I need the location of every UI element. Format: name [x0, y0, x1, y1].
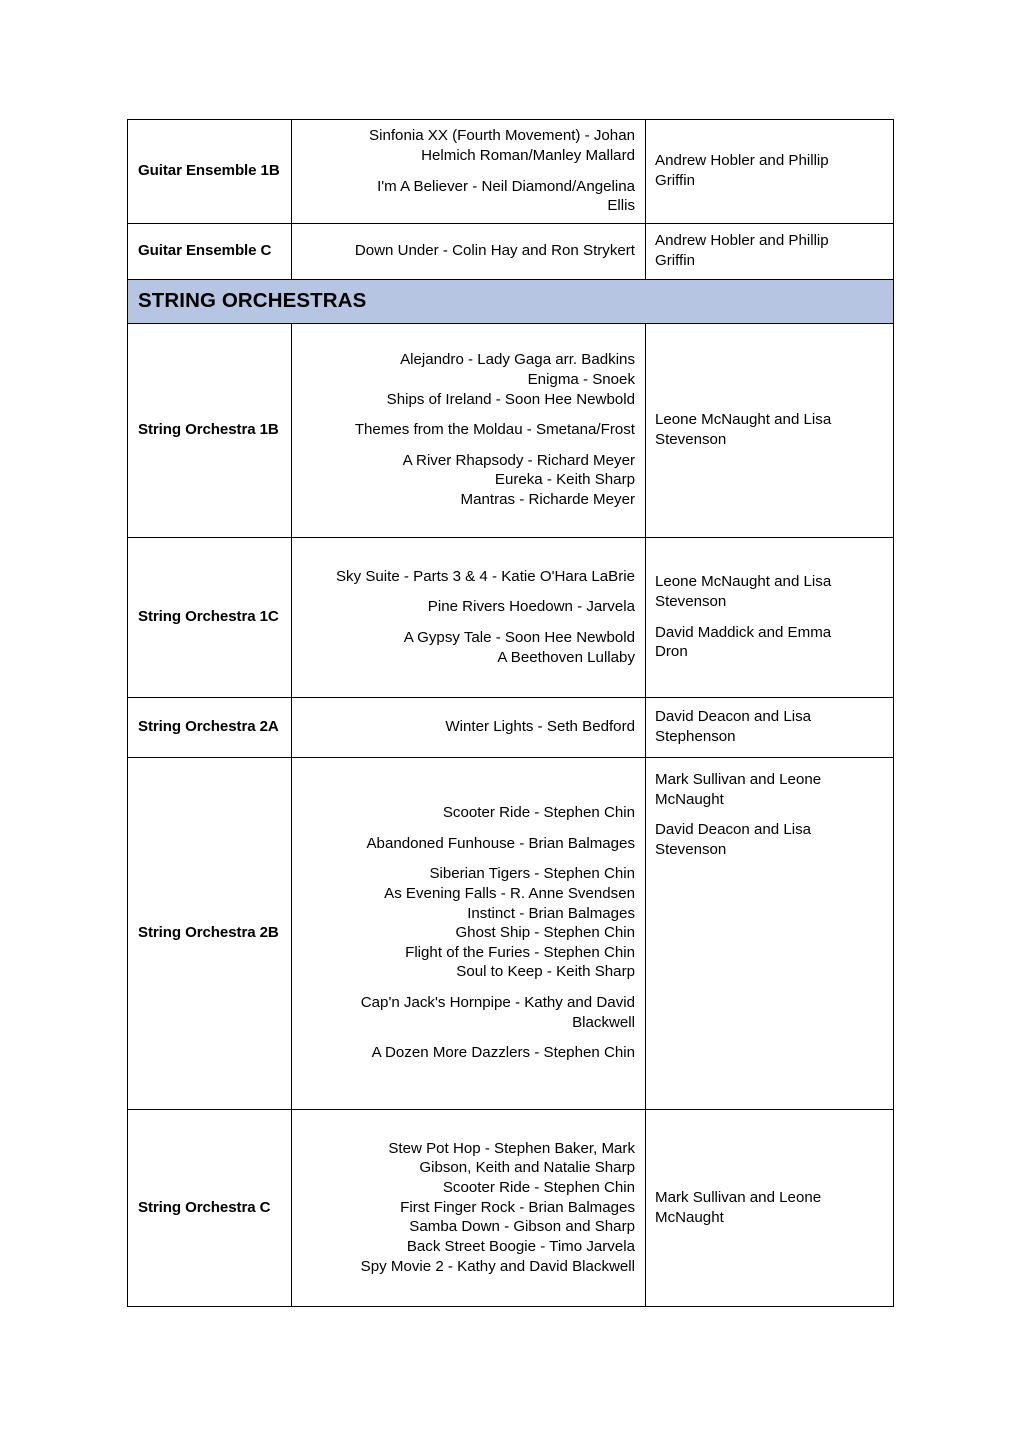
table-row	[128, 758, 894, 1110]
conductor-paragraph	[655, 770, 887, 809]
repertoire-paragraph	[300, 864, 635, 982]
ensemble-program-table	[127, 119, 894, 1307]
repertoire-line: Sinfonia XX (Fourth Movement) - Johan	[369, 127, 635, 145]
repertoire-line: A River Rhapsody - Richard Meyer	[402, 451, 635, 469]
conductors-cell	[646, 538, 894, 698]
conductor-paragraph	[655, 707, 887, 746]
conductor-line: Stevenson	[655, 431, 727, 448]
ensemble-name: Guitar Ensemble 1B	[138, 162, 280, 180]
conductor-paragraph	[655, 231, 887, 270]
ensemble-name-cell	[128, 224, 292, 280]
repertoire-line: Cap'n Jack's Hornpipe - Kathy and David	[360, 994, 635, 1012]
conductor-line: McNaught	[655, 1208, 724, 1226]
conductor-line: Stevenson	[655, 840, 727, 858]
conductors-cell	[646, 324, 894, 538]
conductor-line: Andrew Hobler and Phillip	[655, 232, 829, 250]
repertoire-line: Ships of Ireland - Soon Hee Newbold	[386, 390, 635, 408]
repertoire-line: A Beethoven Lullaby	[497, 648, 635, 666]
repertoire-paragraph	[300, 717, 635, 737]
repertoire-paragraph	[300, 420, 635, 440]
conductors-cell	[646, 758, 894, 1110]
conductor-line: Mark Sullivan and Leone	[655, 771, 822, 788]
repertoire-paragraph	[300, 451, 635, 510]
ensemble-name: String Orchestra C	[138, 1198, 271, 1216]
ensemble-name: String Orchestra 2A	[138, 718, 279, 736]
repertoire-line: Alejandro - Lady Gaga arr. Badkins	[400, 351, 635, 369]
repertoire-cell	[292, 698, 646, 758]
conductor-paragraph	[655, 410, 887, 449]
repertoire-paragraph	[300, 993, 635, 1032]
conductor-line: Leone McNaught and Lisa	[655, 573, 832, 591]
section-banner-row	[128, 280, 894, 324]
repertoire-paragraph	[300, 834, 635, 854]
ensemble-name: String Orchestra 1B	[138, 421, 279, 439]
table-row	[128, 538, 894, 698]
table-row	[128, 324, 894, 538]
conductor-line: McNaught	[655, 790, 724, 808]
repertoire-paragraph	[300, 350, 635, 409]
conductor-line: David Deacon and Lisa	[655, 708, 812, 726]
conductor-line: Leone McNaught and Lisa	[655, 411, 832, 429]
conductor-line: Griffin	[655, 172, 695, 189]
repertoire-line: A Dozen More Dazzlers - Stephen Chin	[371, 1044, 635, 1062]
repertoire-line: Down Under - Colin Hay and Ron Strykert	[354, 242, 635, 260]
repertoire-cell	[292, 758, 646, 1110]
repertoire-line: Themes from the Moldau - Smetana/Frost	[354, 421, 635, 439]
repertoire-cell	[292, 538, 646, 698]
ensemble-name-cell	[128, 120, 292, 224]
conductors-cell	[646, 120, 894, 224]
table-body	[128, 120, 894, 1307]
conductor-line: Stephenson	[655, 728, 736, 745]
ensemble-name-cell	[128, 758, 292, 1110]
repertoire-paragraph	[300, 803, 635, 823]
conductor-line: Dron	[655, 643, 688, 661]
repertoire-line: Blackwell	[572, 1013, 635, 1031]
repertoire-paragraph	[300, 567, 635, 587]
repertoire-line: Scooter Ride - Stephen Chin	[442, 1179, 635, 1197]
repertoire-cell	[292, 120, 646, 224]
repertoire-line: Samba Down - Gibson and Sharp	[409, 1218, 635, 1236]
repertoire-line: Winter Lights - Seth Bedford	[445, 718, 635, 736]
conductor-line: David Maddick and Emma	[655, 623, 832, 641]
repertoire-paragraph	[300, 241, 635, 261]
conductor-line: Griffin	[655, 252, 695, 269]
table-row	[128, 1110, 894, 1307]
repertoire-paragraph	[300, 1043, 635, 1063]
repertoire-line: Stew Pot Hop - Stephen Baker, Mark	[388, 1139, 635, 1157]
repertoire-line: Abandoned Funhouse - Brian Balmages	[366, 834, 635, 852]
repertoire-line: Instinct - Brian Balmages	[467, 904, 635, 922]
repertoire-line: Back Street Boogie - Timo Jarvela	[406, 1237, 635, 1255]
repertoire-line: Helmich Roman/Manley Mallard	[421, 146, 635, 164]
conductor-paragraph	[655, 151, 887, 190]
repertoire-cell	[292, 224, 646, 280]
conductors-cell	[646, 224, 894, 280]
ensemble-name: Guitar Ensemble C	[138, 242, 272, 260]
repertoire-line: Scooter Ride - Stephen Chin	[442, 804, 635, 822]
repertoire-line: Pine Rivers Hoedown - Jarvela	[427, 598, 635, 616]
conductors-cell	[646, 1110, 894, 1307]
conductor-paragraph	[655, 820, 887, 859]
repertoire-line: Sky Suite - Parts 3 & 4 - Katie O'Hara LaBrie	[335, 567, 635, 585]
ensemble-name-cell	[128, 698, 292, 758]
repertoire-line: Enigma - Snoek	[527, 370, 635, 388]
conductors-cell	[646, 698, 894, 758]
section-banner: STRING ORCHESTRAS	[128, 280, 894, 324]
table-row	[128, 224, 894, 280]
ensemble-name-cell	[128, 1110, 292, 1307]
repertoire-line: Eureka - Keith Sharp	[494, 471, 635, 489]
repertoire-paragraph	[300, 177, 635, 216]
repertoire-paragraph	[300, 628, 635, 667]
repertoire-line: Flight of the Furies - Stephen Chin	[405, 943, 635, 961]
ensemble-name: String Orchestra 2B	[138, 924, 279, 942]
ensemble-name: String Orchestra 1C	[138, 608, 279, 626]
repertoire-line: Ghost Ship - Stephen Chin	[455, 924, 635, 942]
conductor-line: Mark Sullivan and Leone	[655, 1188, 822, 1206]
repertoire-line: Ellis	[607, 197, 635, 215]
repertoire-line: Soul to Keep - Keith Sharp	[456, 963, 635, 981]
ensemble-name-cell	[128, 324, 292, 538]
repertoire-line: Gibson, Keith and Natalie Sharp	[419, 1159, 635, 1177]
conductor-paragraph	[655, 572, 887, 611]
repertoire-paragraph	[300, 126, 635, 165]
repertoire-paragraph	[300, 597, 635, 617]
repertoire-cell	[292, 1110, 646, 1307]
repertoire-line: Mantras - Richarde Meyer	[460, 491, 635, 509]
repertoire-paragraph	[300, 1139, 635, 1276]
conductor-line: David Deacon and Lisa	[655, 821, 812, 839]
repertoire-line: As Evening Falls - R. Anne Svendsen	[384, 884, 635, 902]
conductor-line: Stevenson	[655, 592, 727, 610]
repertoire-line: Spy Movie 2 - Kathy and David Blackwell	[360, 1257, 635, 1275]
table-row	[128, 698, 894, 758]
repertoire-line: A Gypsy Tale - Soon Hee Newbold	[403, 629, 635, 646]
ensemble-name-cell	[128, 538, 292, 698]
conductor-line: Andrew Hobler and Phillip	[655, 152, 829, 170]
repertoire-line: First Finger Rock - Brian Balmages	[400, 1198, 635, 1216]
repertoire-line: Siberian Tigers - Stephen Chin	[429, 865, 635, 883]
conductor-paragraph	[655, 1188, 887, 1227]
conductor-paragraph	[655, 623, 887, 662]
repertoire-line: I'm A Believer - Neil Diamond/Angelina	[377, 177, 635, 195]
table-row	[128, 120, 894, 224]
repertoire-cell	[292, 324, 646, 538]
